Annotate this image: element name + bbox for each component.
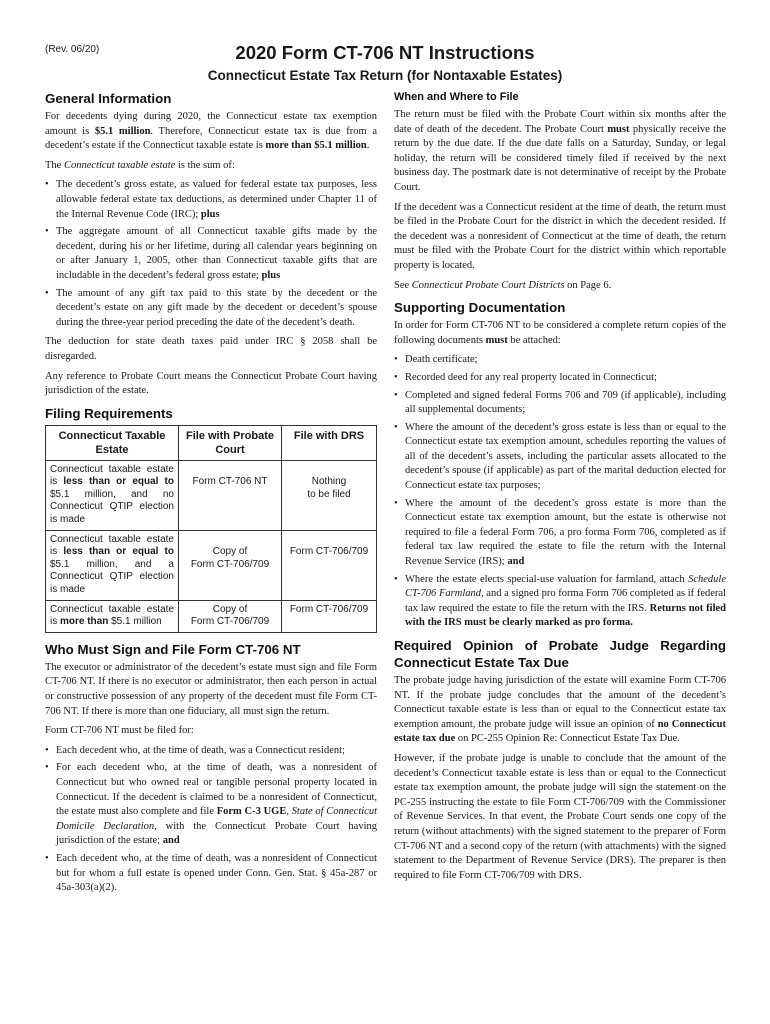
list-item: • Where the estate elects special-use valuation for farmland, attach Schedule CT-706 Farmland, and a signed pro forma Form 706 completed as if federal tax law required the estate to file the return with the IRS. Returns not filed with the IRS must be clearly marked as pro forma. — [394, 573, 726, 631]
col-header-probate-court: File with Probate Court — [179, 425, 282, 460]
list-item: • Recorded deed for any real property located in Connecticut; — [394, 371, 726, 386]
table-cell: Nothing to be filed — [282, 460, 377, 530]
taxable-estate-list — [45, 178, 377, 330]
deduction-paragraph: The deduction for state death taxes paid under IRC § 2058 shall be disregarded. — [45, 336, 377, 362]
table-cell: Form CT-706 NT — [179, 460, 282, 530]
revision-date: (Rev. 06/20) — [45, 44, 100, 55]
right-column — [394, 90, 726, 888]
taxable-estate-intro: The Connecticut taxable estate is the sum of: — [45, 159, 235, 171]
filing-requirements-heading: Filing Requirements — [45, 405, 173, 421]
must-be-filed-for: Form CT-706 NT must be filed for: — [45, 725, 194, 737]
who-must-sign-paragraph: The executor or administrator of the decedent’s estate must sign and file Form CT-706 NT. If there is no executor or administrator, then each person in actual or constructive possession of any property of the decedent must file Form CT-706 NT. If there is more than one fiduciary, all must sign the return. — [45, 661, 377, 717]
table-cell: Form CT-706/709 — [282, 600, 377, 632]
probate-court-paragraph: Any reference to Probate Court means the Connecticut Probate Court having jurisdiction of the estate. — [45, 370, 377, 397]
see-districts: See Connecticut Probate Court Districts on Page 6. — [394, 279, 612, 291]
general-information-heading: General Information — [45, 91, 172, 106]
list-item: • Where the amount of the decedent’s gross estate is less than or equal to the Connecticut estate tax exemption amount, schedules reporting the values of all of the decedent’s assets, including the particular assets allocated to the decedent’s spouse (if applicable) as part of the marital deduction elected for Connecticut estate tax purposes; — [394, 421, 726, 494]
when-where-heading: When and Where to File — [394, 91, 519, 103]
table-cell: Copy of Form CT-706/709 — [179, 530, 282, 600]
list-item: • Each decedent who, at the time of death, was a Connecticut resident; — [45, 744, 377, 759]
table-row — [46, 600, 377, 632]
list-item: • Each decedent who, at the time of death, was a nonresident of Connecticut but for whom a full estate is opened under Conn. Gen. Stat. § 45a-287 or 45a-303(a)(2). — [45, 852, 377, 896]
list-item: • Completed and signed federal Forms 706 and 709 (if applicable), including all supplemental documents; — [394, 389, 726, 418]
supporting-intro: In order for Form CT-706 NT to be considered a complete return copies of the following documents must be attached: — [394, 320, 726, 346]
opinion-paragraph-2: However, if the probate judge is unable to conclude that the amount of the decedent’s Connecticut taxable estate is less than or equal to the Connecticut estate tax exemption amount, the probate judge will sign the statement on the PC-255 instructing the estate to file Form CT-706/709 with the Commissioner of Revenue Services. In that event, the Probate Court sends one copy of the return (without attachments) with the signed statement to the preparer of Form CT-706 NT and a second copy of the return (with attachments) with the signed statement to the Department of Revenue Service (DRS). The preparer is then required to file Form CT-706/709 with DRS. — [394, 752, 726, 881]
table-cell: Copy of Form CT-706/709 — [179, 600, 282, 632]
table-cell: Connecticut taxable estate is more than $5.1 million — [46, 600, 179, 632]
page-subtitle: Connecticut Estate Tax Return (for Nontaxable Estates) — [207, 68, 563, 83]
filing-requirements-table — [45, 425, 377, 633]
table-row — [46, 460, 377, 530]
table-cell: Form CT-706/709 — [282, 530, 377, 600]
where-paragraph: If the decedent was a Connecticut resident at the time of death, the return must be filed in the Probate Court for the district in which the decedent resided. If the decedent was a nonresident of Connecticut at the time of death, the return must be filed with the Probate Court for the district within which reportable property is located. — [394, 201, 726, 271]
col-header-taxable-estate: Connecticut Taxable Estate — [46, 425, 179, 460]
left-column — [45, 90, 377, 901]
list-item: • The aggregate amount of all Connecticut taxable gifts made by the decedent, during his or her lifetime, during all calendar years beginning on or after January 1, 2005, other than Connecticut taxable gifts that are includable in the decedent’s federal gross estate; plus — [45, 225, 377, 283]
supporting-list — [394, 353, 726, 631]
list-item: • The decedent’s gross estate, as valued for federal estate tax purposes, less allowable federal estate tax deductions, as determined under Chapter 11 of the Internal Revenue Code (IRC); plus — [45, 178, 377, 222]
when-paragraph: The return must be filed with the Probate Court within six months after the date of death of the decedent. The Probate Court must physically receive the return by the due date. If the due date falls on a Saturday, Sunday, or legal holiday, the return will be considered timely filed if received by the next business day. The postmark date is not determinative of receipt by the Probate Court. — [394, 109, 727, 193]
list-item: • Where the amount of the decedent’s gross estate is more than the Connecticut estate tax exemption amount, but the estate is otherwise not required to file a federal Form 706, a pro forma Form 706, completed as if federal tax law required the estate to file the return with the Internal Revenue Service (IRS); and — [394, 497, 726, 570]
exemption-paragraph: For decedents dying during 2020, the Connecticut estate tax exemption amount is $5.1 million. Therefore, Connecticut estate tax is due from a decedent’s estate if the Connecticut taxable estate is more than $5.1 million. — [45, 111, 377, 152]
list-item: • The amount of any gift tax paid to this state by the decedent or the decedent’s estate on any gift made by the decedent or decedent’s spouse during the three-year period preceding the date of the decedent’s death. — [45, 287, 377, 331]
col-header-drs: File with DRS — [282, 425, 377, 460]
list-item: • Death certificate; — [394, 353, 726, 368]
supporting-documentation-heading: Supporting Documentation — [394, 300, 566, 316]
who-must-sign-heading: Who Must Sign and File Form CT-706 NT — [45, 641, 301, 657]
opinion-paragraph: The probate judge having jurisdiction of the estate will examine Form CT-706 NT. If the probate judge concludes that the amount of the decedent’s Connecticut taxable estate is less than or equal to the Connecticut estate tax exemption amount, the probate judge will issue an opinion of no Connecticut estate tax due on PC-255 Opinion Re: Connecticut Estate Tax Due. — [394, 675, 726, 745]
probate-opinion-heading: Required Opinion of Probate Judge Regarding Connecticut Estate Tax Due — [394, 638, 726, 670]
table-cell: Connecticut taxable estate is less than or equal to $5.1 million, and no Connecticut QTIP election is made — [46, 460, 179, 530]
table-row — [46, 530, 377, 600]
list-item: • For each decedent who, at the time of death, was a nonresident of Connecticut but who owned real or tangible personal property located in Connecticut. If the decedent is claimed to be a nonresident of Connecticut, the estate must also complete and file Form C-3 UGE, State of Connecticut Domicile Declaration, with the Connecticut Probate Court having jurisdiction of the estate; and — [45, 761, 377, 849]
filed-for-list — [45, 744, 377, 896]
page-title: 2020 Form CT-706 NT Instructions — [235, 42, 535, 63]
table-cell: Connecticut taxable estate is less than or equal to $5.1 million, and a Connecticut QTIP election is made — [46, 530, 179, 600]
